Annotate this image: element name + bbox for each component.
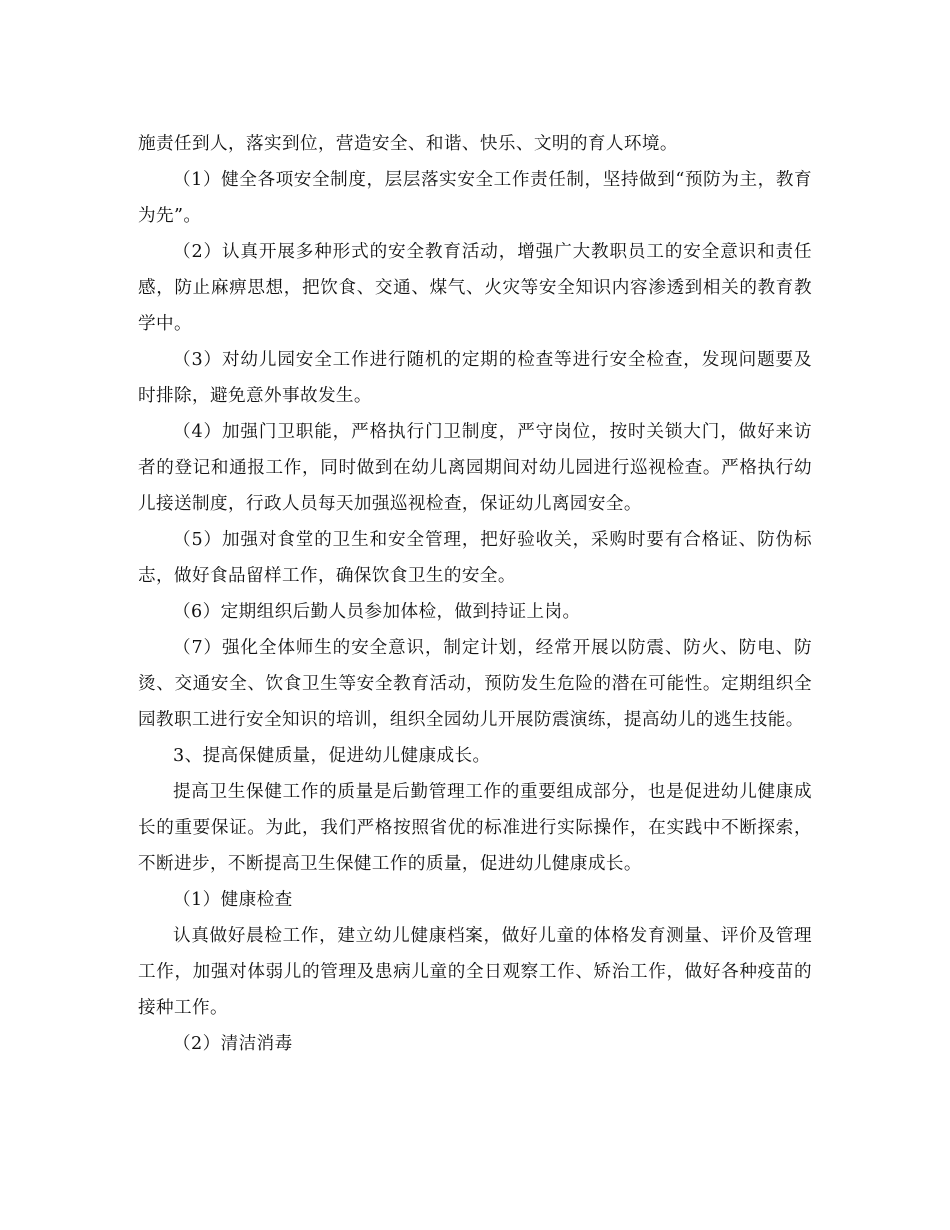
paragraph-item-5: （5）加强对食堂的卫生和安全管理，把好验收关，采购时要有合格证、防伪标志，做好食品留样工作，确保饮食卫生的安全。	[138, 530, 812, 586]
paragraph-continuation: 施责任到人，落实到位，营造安全、和谐、快乐、文明的育人环境。	[138, 134, 678, 154]
subheading-health-check: （1）健康检查	[173, 890, 293, 910]
section-heading-3: 3、提高保健质量，促进幼儿健康成长。	[173, 746, 491, 766]
paragraph-item-3: （3）对幼儿园安全工作进行随机的定期的检查等进行安全检查，发现问题要及时排除，避免意外事故发生。	[138, 350, 812, 406]
paragraph-item-6: （6）定期组织后勤人员参加体检，做到持证上岗。	[173, 602, 581, 622]
paragraph-item-4: （4）加强门卫职能，严格执行门卫制度，严守岗位，按时关锁大门，做好来访者的登记和通报工作，同时做到在幼儿离园期间对幼儿园进行巡视检查。严格执行幼儿接送制度，行政人员每天加强巡视检查，保证幼儿离园安全。	[138, 422, 812, 514]
paragraph-item-1: （1）健全各项安全制度，层层落实安全工作责任制，坚持做到“预防为主，教育为先”。	[138, 170, 812, 226]
paragraph-health-intro: 提高卫生保健工作的质量是后勤管理工作的重要组成部分，也是促进幼儿健康成长的重要保证。为此，我们严格按照省优的标准进行实际操作，在实践中不断探索，不断进步，不断提高卫生保健工作的质量，促进幼儿健康成长。	[138, 782, 812, 874]
paragraph-health-check: 认真做好晨检工作，建立幼儿健康档案，做好儿童的体格发育测量、评价及管理工作，加强对体弱儿的管理及患病儿童的全日观察工作、矫治工作，做好各种疫苗的接种工作。	[138, 926, 812, 1018]
paragraph-item-2: （2）认真开展多种形式的安全教育活动，增强广大教职员工的安全意识和责任感，防止麻痹思想，把饮食、交通、煤气、火灾等安全知识内容渗透到相关的教育教学中。	[138, 242, 812, 334]
paragraph-item-7: （7）强化全体师生的安全意识，制定计划，经常开展以防震、防火、防电、防烫、交通安全、饮食卫生等安全教育活动，预防发生危险的潜在可能性。定期组织全园教职工进行安全知识的培训，组织全园幼儿开展防震演练，提高幼儿的逃生技能。	[138, 638, 812, 730]
document-body	[138, 126, 812, 1062]
subheading-cleaning: （2）清洁消毒	[173, 1034, 293, 1054]
